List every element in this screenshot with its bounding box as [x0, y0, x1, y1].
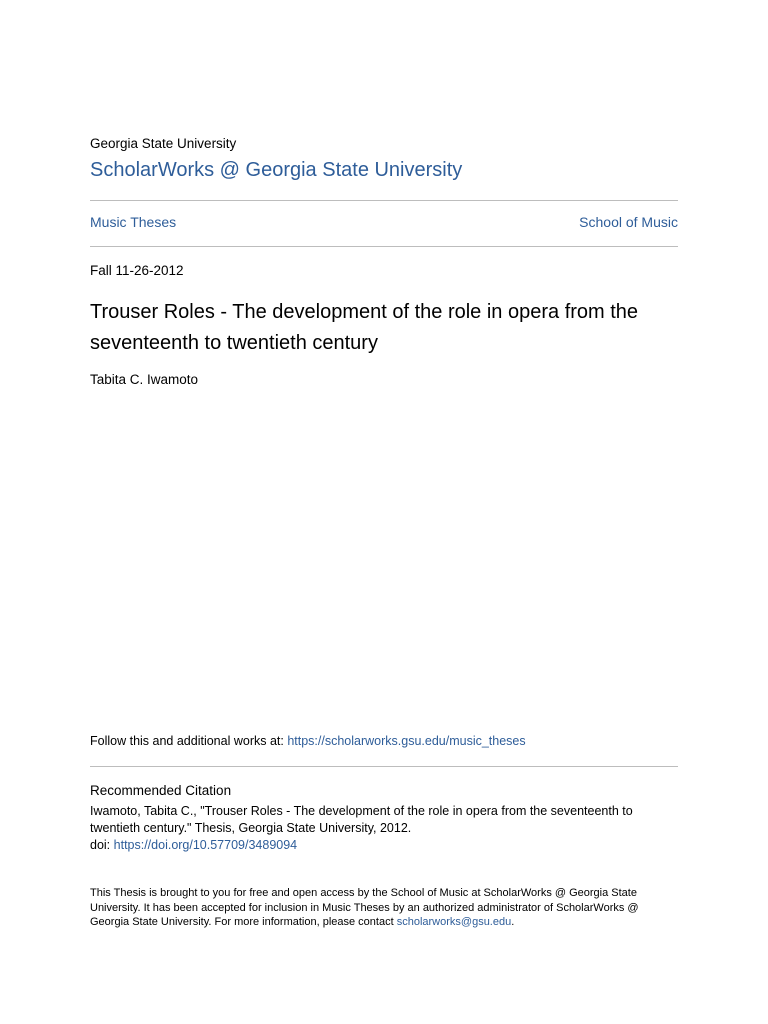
doi-link[interactable]: https://doi.org/10.57709/3489094 — [113, 838, 298, 852]
divider-nav — [90, 246, 678, 247]
contact-email-link[interactable]: scholarworks@gsu.edu — [396, 916, 512, 929]
collection-url-link[interactable]: https://scholarworks.gsu.edu/music_theses — [287, 734, 526, 748]
citation-text: Iwamoto, Tabita C., "Trouser Roles - The development of the role in opera from the seventeenth to twentieth century." Thesis, Georgia State University, 2012. — [90, 804, 633, 835]
citation-heading: Recommended Citation — [90, 783, 232, 798]
doi-line — [90, 837, 297, 854]
notice-text: This Thesis is brought to you for free and open access by the School of Music at ScholarWorks @ Georgia State University. It has been accepted for inclusion in Music Theses by an authorized administrator of ScholarWorks @ Georgia State University. For more information, please contact — [90, 887, 639, 929]
publication-date: Fall 11-26-2012 — [90, 263, 184, 278]
follow-line — [90, 733, 526, 749]
divider-citation — [90, 766, 678, 767]
follow-prefix: Follow this and additional works at: — [90, 734, 288, 748]
access-notice — [90, 886, 670, 930]
author-name: Tabita C. Iwamoto — [90, 372, 199, 387]
divider-top — [90, 200, 678, 201]
notice-suffix: . — [511, 916, 515, 929]
institution-name: Georgia State University — [90, 136, 237, 151]
collection-link[interactable]: Music Theses — [90, 214, 177, 230]
document-title: Trouser Roles - The development of the role in opera from the seventeenth to twentieth century — [90, 301, 639, 354]
department-link[interactable]: School of Music — [579, 214, 678, 230]
doi-prefix: doi: — [90, 838, 114, 852]
repository-link[interactable]: ScholarWorks @ Georgia State University — [90, 159, 463, 181]
